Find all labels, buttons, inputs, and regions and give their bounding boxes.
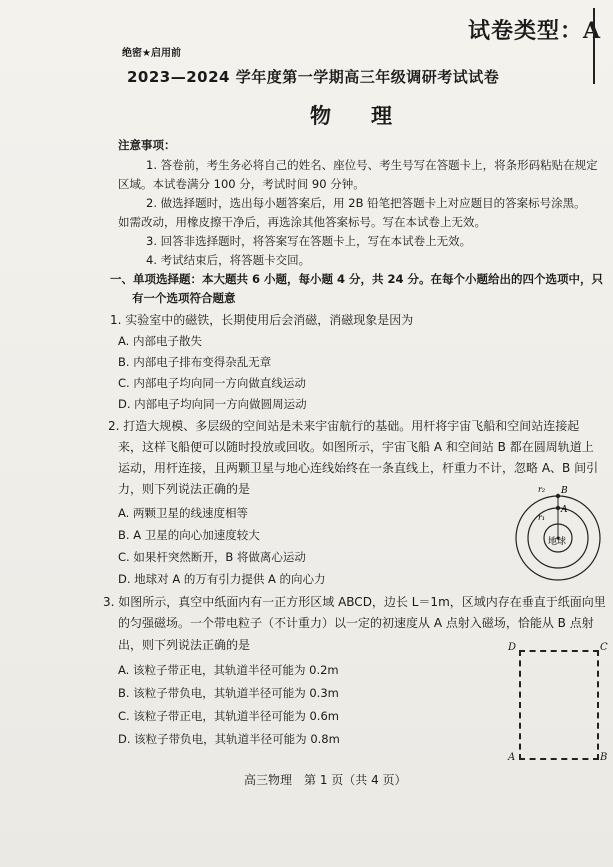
q2-option-d: D. 地球对 A 的万有引力提供 A 的向心力 — [118, 572, 326, 586]
exam-type-label: 试卷类型：A — [468, 18, 602, 44]
q3-square-region — [519, 650, 599, 760]
exam-title: 2023—2024 学年度第一学期高三年级调研考试试卷 — [127, 68, 500, 86]
q3-label-b: B — [600, 752, 608, 763]
q2-option-b: B. A 卫星的向心加速度较大 — [118, 528, 260, 542]
q1-stem: 1. 实验室中的磁铁，长期使用后会消磁，消磁现象是因为 — [110, 313, 414, 327]
q3-option-d: D. 该粒子带负电，其轨道半径可能为 0.8m — [118, 732, 340, 746]
note-1-line-1: 1. 答卷前，考生务必将自己的姓名、座位号、考生号写在答题卡上，将条形码粘贴在规定 — [146, 158, 598, 172]
label-r2: r₂ — [538, 485, 546, 494]
q2-option-c: C. 如果杆突然断开，B 将做离心运动 — [118, 550, 306, 564]
q1-option-b: B. 内部电子排布变得杂乱无章 — [118, 355, 272, 369]
q3-label-c: C — [600, 642, 608, 653]
page-footer: 高三物理 第 1 页（共 4 页） — [244, 773, 407, 787]
q2-stem-line-4: 力，则下列说法正确的是 — [118, 482, 251, 496]
subject-title: 物理 — [310, 103, 432, 128]
q2-stem-line-1: 2. 打造大规模、多层级的空间站是未来宇宙航行的基础。用杆将宇宙飞船和空间站连接起 — [108, 419, 580, 433]
q1-option-a: A. 内部电子散失 — [118, 334, 202, 348]
q2-option-a: A. 两颗卫星的线速度相等 — [118, 506, 248, 520]
note-3: 3. 回答非选择题时，将答案写在答题卡上，写在本试卷上无效。 — [146, 234, 472, 248]
q3-label-a: A — [508, 752, 516, 763]
label-r1: r₁ — [538, 513, 546, 522]
secret-label: 绝密★启用前 — [122, 48, 181, 59]
section-1-line-1: 一、单项选择题：本大题共 6 小题，每小题 4 分，共 24 分。在每个小题给出的四个选项中，只 — [110, 272, 604, 286]
satellite-a-dot — [556, 506, 560, 510]
q3-option-a: A. 该粒子带正电，其轨道半径可能为 0.2m — [118, 663, 339, 677]
q3-option-b: B. 该粒子带负电，其轨道半径可能为 0.3m — [118, 686, 339, 700]
q2-orbit-figure — [512, 482, 610, 584]
q2-stem-line-2: 来，这样飞船便可以随时投放或回收。如图所示，宇宙飞船 A 和空间站 B 都在圆周轨道上 — [118, 440, 594, 454]
q3-label-d: D — [508, 642, 517, 653]
q3-option-c: C. 该粒子带正电，其轨道半径可能为 0.6m — [118, 709, 339, 723]
note-4: 4. 考试结束后，将答题卡交回。 — [146, 253, 311, 267]
satellite-b-dot — [556, 494, 560, 498]
note-1-line-2: 区域。本试卷满分 100 分，考试时间 90 分钟。 — [118, 177, 365, 191]
q3-stem-line-2: 的匀强磁场。一个带电粒子（不计重力）以一定的初速度从 A 点射入磁场，恰能从 B 点射 — [118, 616, 594, 630]
note-2-line-1: 2. 做选择题时，选出每小题答案后，用 2B 铅笔把答题卡上对应题目的答案标号涂黑。 — [146, 196, 586, 210]
q1-option-c: C. 内部电子均向同一方向做直线运动 — [118, 376, 306, 390]
q3-stem-line-1: 3. 如图所示，真空中纸面内有一正方形区域 ABCD，边长 L＝1m，区域内存在垂直于纸面向里 — [103, 595, 606, 609]
label-b: B — [561, 486, 568, 496]
section-1-line-2: 有一个选项符合题意 — [132, 291, 236, 305]
q2-stem-line-3: 运动，用杆连接，且两颗卫星与地心连线始终在一条直线上，杆重力不计，忽略 A、B 间引 — [118, 461, 599, 475]
earth-label: 地球 — [548, 537, 567, 547]
q3-stem-line-3: 出，则下列说法正确的是 — [118, 638, 251, 652]
exam-type-box — [593, 8, 613, 84]
q1-option-d: D. 内部电子均向同一方向做圆周运动 — [118, 397, 307, 411]
label-a: A — [561, 505, 568, 515]
notes-heading: 注意事项： — [118, 138, 176, 152]
note-2-line-2: 如需改动，用橡皮擦干净后，再选涂其他答案标号。写在本试卷上无效。 — [118, 215, 486, 229]
